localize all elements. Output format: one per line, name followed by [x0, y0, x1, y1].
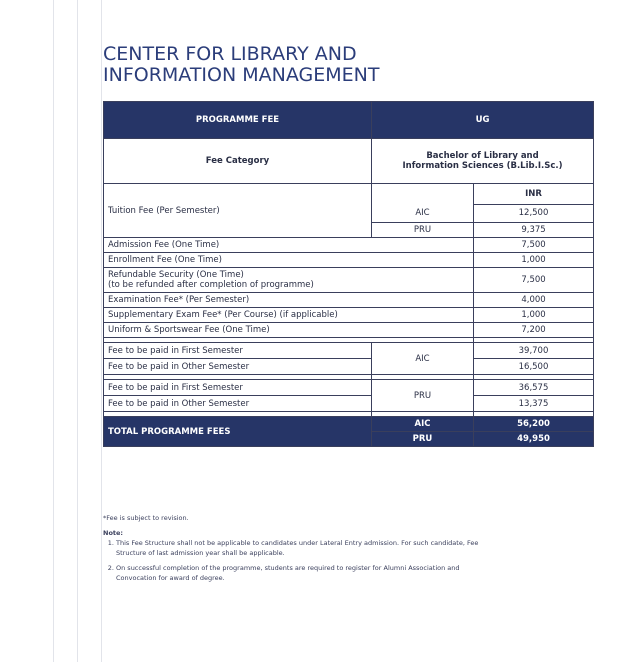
- programme-fee-header: PROGRAMME FEE: [104, 102, 372, 139]
- aic-first-row: [104, 343, 594, 359]
- revision-note: *Fee is subject to revision.: [103, 514, 189, 522]
- enrollment-fee-label: Enrollment Fee (One Time): [104, 253, 474, 268]
- table-header-row: [104, 102, 594, 139]
- currency-row: [104, 184, 594, 205]
- admission-fee-value: 7,500: [474, 238, 594, 253]
- table-row: [104, 268, 594, 293]
- tuition-aic-label: AIC: [372, 204, 474, 223]
- table-row: [104, 308, 594, 323]
- total-programme-fees-label: TOTAL PROGRAMME FEES: [104, 417, 372, 447]
- table-row: [104, 323, 594, 338]
- aic-first-label: Fee to be paid in First Semester: [104, 343, 372, 359]
- aic-other-value: 16,500: [474, 359, 594, 375]
- supplementary-fee-value: 1,000: [474, 308, 594, 323]
- tuition-pru-value: 9,375: [474, 223, 594, 238]
- uniform-fee-value: 7,200: [474, 323, 594, 338]
- tuition-pru-label: PRU: [372, 223, 474, 238]
- note-item-1-line-2: Structure of last admission year shall be applicable.: [116, 549, 285, 557]
- refundable-security-line-1: Refundable Security (One Time): [108, 270, 244, 280]
- pru-other-row: [104, 396, 594, 412]
- programme-name-line-1: Bachelor of Library and: [426, 151, 539, 161]
- table-row: [104, 253, 594, 268]
- ug-header: UG: [372, 102, 594, 139]
- pru-first-row: [104, 380, 594, 396]
- fee-table: [103, 101, 594, 447]
- aic-first-value: 39,700: [474, 343, 594, 359]
- programme-name: [372, 139, 594, 184]
- note-item: [116, 563, 573, 583]
- examination-fee-value: 4,000: [474, 293, 594, 308]
- note-item-2-line-2: Convocation for award of degree.: [116, 574, 225, 582]
- title-line-1: CENTER FOR LIBRARY AND: [103, 43, 357, 65]
- aic-other-row: [104, 359, 594, 375]
- refundable-security-value: 7,500: [474, 268, 594, 293]
- margin-line-middle: [77, 0, 78, 662]
- note-item-1-line-1: 1. This Fee Structure shall not be applicable to candidates under Lateral Entry admission. For such candidate, Fee: [116, 539, 479, 547]
- supplementary-fee-label: Supplementary Exam Fee* (Per Course) (if applicable): [104, 308, 474, 323]
- refundable-security-label: [104, 268, 474, 293]
- uniform-fee-label: Uniform & Sportswear Fee (One Time): [104, 323, 474, 338]
- currency-label: INR: [474, 184, 594, 205]
- fee-category-label: Fee Category: [104, 139, 372, 184]
- admission-fee-label: Admission Fee (One Time): [104, 238, 474, 253]
- note-item-2-line-1: 2. On successful completion of the programme, students are required to register for Alumni Association and: [116, 564, 460, 572]
- table-row: [104, 238, 594, 253]
- tuition-aic-value: 12,500: [474, 204, 594, 223]
- table-row: [104, 293, 594, 308]
- total-aic-value: 56,200: [474, 417, 594, 432]
- total-pru-value: 49,950: [474, 432, 594, 447]
- notes-section: [103, 513, 573, 588]
- total-aic-label: AIC: [372, 417, 474, 432]
- programme-name-line-2: Information Sciences (B.Lib.I.Sc.): [402, 161, 563, 171]
- tuition-fee-label: Tuition Fee (Per Semester): [104, 184, 372, 238]
- pru-first-label: Fee to be paid in First Semester: [104, 380, 372, 396]
- pru-group-label: PRU: [372, 380, 474, 412]
- aic-other-label: Fee to be paid in Other Semester: [104, 359, 372, 375]
- aic-group-label: AIC: [372, 343, 474, 375]
- refundable-security-line-2: (to be refunded after completion of programme): [108, 280, 314, 290]
- enrollment-fee-value: 1,000: [474, 253, 594, 268]
- note-title: Note:: [103, 529, 124, 537]
- page-title: [103, 44, 379, 86]
- currency-blank-cell: [372, 184, 474, 205]
- category-row: [104, 139, 594, 184]
- notes-list: [103, 538, 573, 583]
- pru-other-label: Fee to be paid in Other Semester: [104, 396, 372, 412]
- margin-line-left: [53, 0, 54, 662]
- total-aic-row: [104, 417, 594, 432]
- total-pru-label: PRU: [372, 432, 474, 447]
- note-item: [116, 538, 573, 558]
- pru-first-value: 36,575: [474, 380, 594, 396]
- margin-line-right: [101, 0, 102, 662]
- pru-other-value: 13,375: [474, 396, 594, 412]
- examination-fee-label: Examination Fee* (Per Semester): [104, 293, 474, 308]
- title-line-2: INFORMATION MANAGEMENT: [103, 64, 380, 86]
